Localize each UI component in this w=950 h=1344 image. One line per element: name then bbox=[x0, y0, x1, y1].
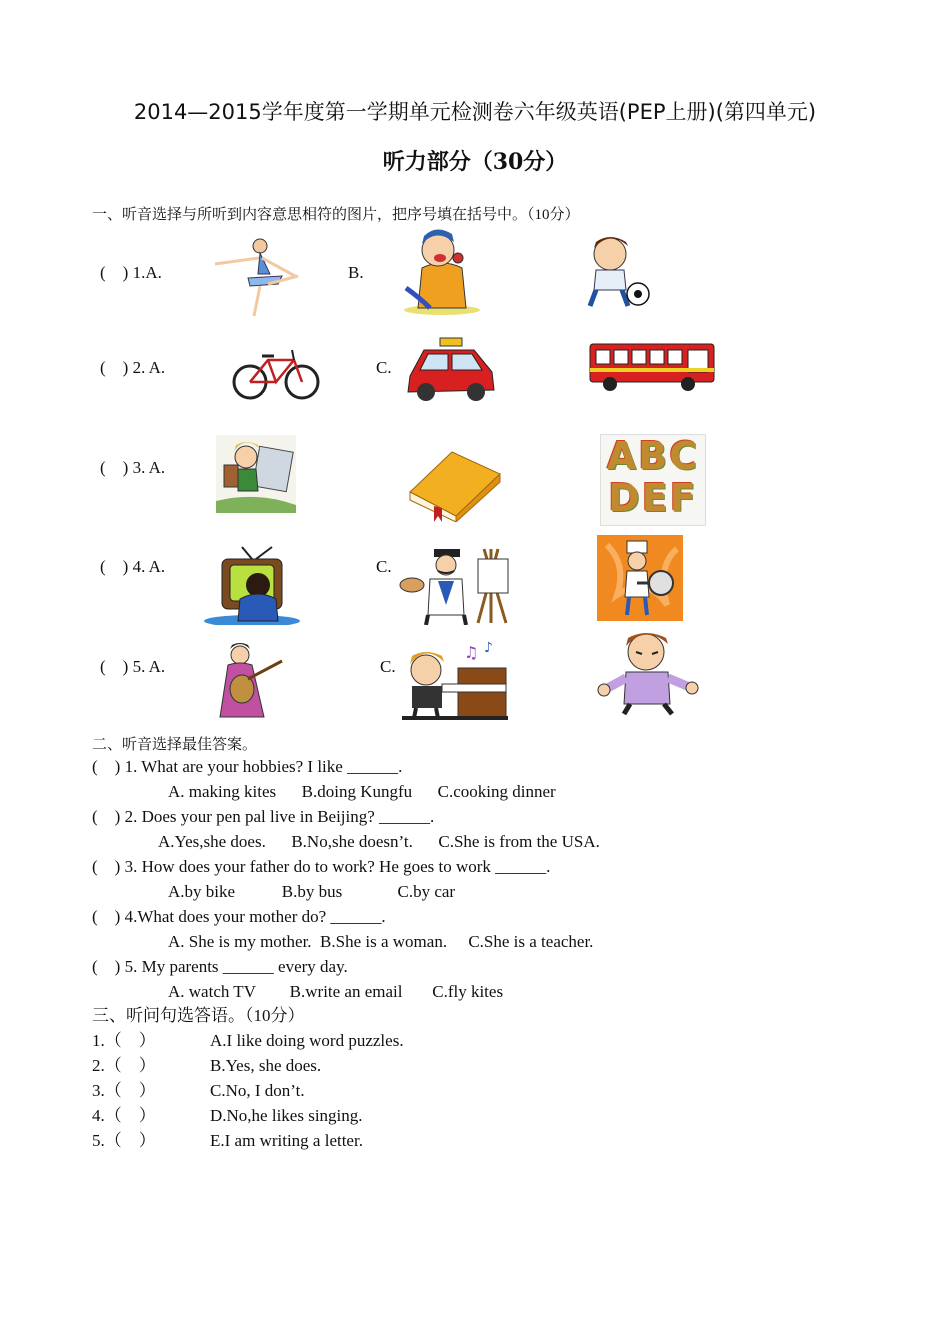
p2-q3-options: A.by bike B.by bus C.by car bbox=[168, 882, 456, 901]
p3-item3-num: 3.（ ） bbox=[92, 1081, 156, 1100]
book-picture bbox=[404, 446, 502, 522]
p3-item3-answer: C.No, I don’t. bbox=[210, 1081, 305, 1100]
part1-heading: 一、听音选择与所听到内容意思相符的图片，把序号填在括号中。（10分） bbox=[92, 207, 580, 223]
p3-item4-answer: D.No,he likes singing. bbox=[210, 1106, 363, 1125]
svg-text:♫: ♫ bbox=[464, 643, 479, 662]
kungfu-boy-picture bbox=[596, 628, 700, 716]
row5-label: ( ) 5. A. bbox=[100, 657, 166, 676]
row4-label: ( ) 4. A. bbox=[100, 557, 166, 576]
part3-heading: 三、听问句选答语。（10分） bbox=[92, 1006, 305, 1025]
bus-picture bbox=[588, 340, 716, 392]
p3-item4-num: 4.（ ） bbox=[92, 1106, 156, 1125]
row1-label: ( ) 1.A. bbox=[100, 263, 162, 282]
p2-q1-options: A. making kites B.doing Kungfu C.cooking dinner bbox=[168, 782, 556, 801]
p2-q4-options: A. She is my mother. B.She is a woman. C.She is a teacher. bbox=[168, 932, 594, 951]
p2-q5-options: A. watch TV B.write an email C.fly kites bbox=[168, 982, 504, 1001]
p3-item1-num: 1.（ ） bbox=[92, 1031, 156, 1050]
row2-label: ( ) 2. A. bbox=[100, 358, 166, 377]
hiker-map-picture bbox=[216, 435, 296, 513]
piano-boy-picture bbox=[402, 640, 508, 720]
taxi-car-picture bbox=[404, 336, 498, 404]
p3-item2-answer: B.Yes, she does. bbox=[210, 1056, 322, 1075]
watching-tv-picture bbox=[202, 545, 302, 625]
cook-picture bbox=[597, 535, 683, 621]
part2-heading: 二、听音选择最佳答案。 bbox=[92, 737, 258, 753]
def-text: DEF bbox=[608, 476, 698, 520]
abc-def-letters-picture bbox=[600, 434, 706, 526]
soccer-boy-picture bbox=[574, 232, 654, 312]
p3-item5-answer: E.I am writing a letter. bbox=[210, 1131, 363, 1150]
singer-picture bbox=[400, 228, 484, 316]
p3-item5-num: 5.（ ） bbox=[92, 1131, 156, 1150]
ballet-dancer-picture bbox=[210, 234, 302, 318]
abc-text: ABC bbox=[606, 434, 700, 478]
p2-q5: ( ) 5. My parents ______ every day. bbox=[92, 957, 348, 976]
row2-letter-c: C. bbox=[376, 358, 392, 377]
p3-item1-answer: A.I like doing word puzzles. bbox=[210, 1031, 404, 1050]
page-title: 2014—2015学年度第一学期单元检测卷六年级英语(PEP上册)(第四单元) bbox=[133, 100, 817, 124]
row4-letter-c: C. bbox=[376, 557, 392, 576]
painter-picture bbox=[398, 545, 526, 625]
p2-q2: ( ) 2. Does your pen pal live in Beijing? ______. bbox=[92, 807, 435, 826]
pipa-player-picture bbox=[212, 641, 286, 721]
svg-text:♪: ♪ bbox=[484, 640, 493, 656]
bicycle-picture bbox=[232, 346, 320, 400]
page-subtitle: 听力部分（30分） bbox=[382, 149, 568, 175]
p2-q3: ( ) 3. How does your father do to work? He goes to work ______. bbox=[92, 857, 551, 876]
p2-q1: ( ) 1. What are your hobbies? I like ______. bbox=[92, 757, 403, 776]
row3-label: ( ) 3. A. bbox=[100, 458, 166, 477]
row1-letter-b: B. bbox=[348, 263, 364, 282]
p2-q4: ( ) 4.What does your mother do? ______. bbox=[92, 907, 386, 926]
p3-item2-num: 2.（ ） bbox=[92, 1056, 156, 1075]
row5-letter-c: C. bbox=[380, 657, 396, 676]
p2-q2-options: A.Yes,she does. B.No,she doesn’t. C.She is from the USA. bbox=[158, 832, 600, 851]
